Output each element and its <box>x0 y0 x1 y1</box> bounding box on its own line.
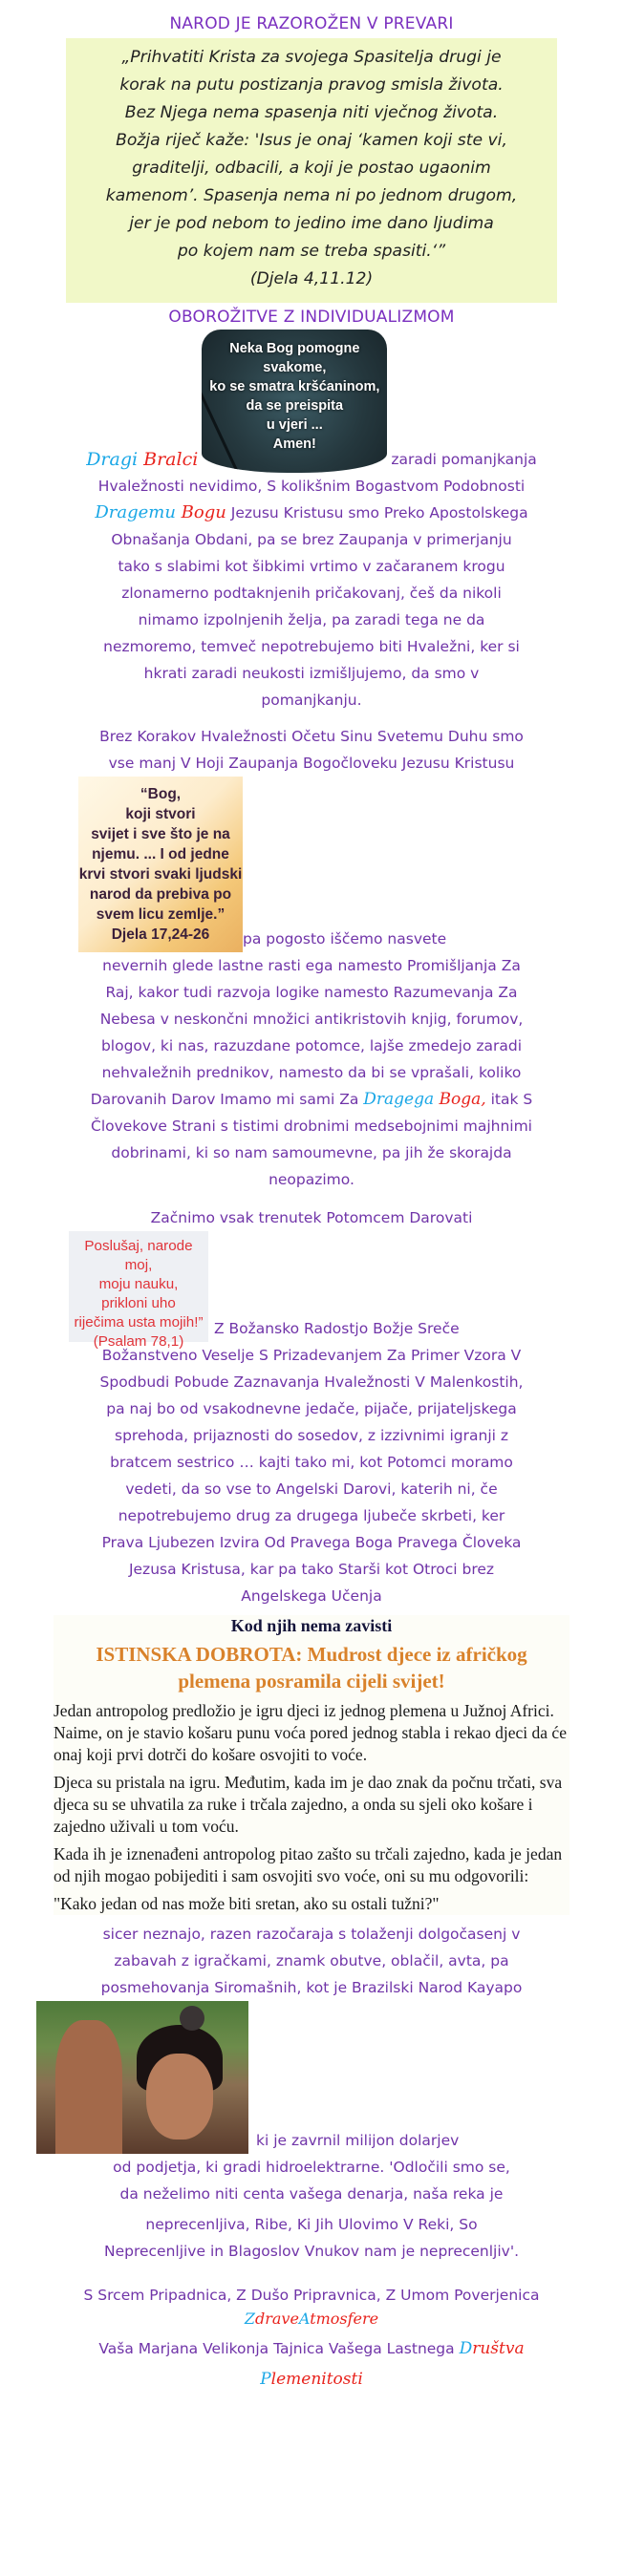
article-headline: ISTINSKA DOBROTA: Mudrost djece iz afričkog plemena posramila cijeli svijet! <box>96 1643 527 1692</box>
quote-citation: (Djela 4,11.12) <box>249 269 374 288</box>
paragraph-sicer-neznajo: sicer neznajo, razen razočaraja s tolaženji dolgočasenj v zabavah z igračkami, znamk obutve, oblačil, avta, pa posmehovanja Siromašnih, kot je Brazilski Narod Kayapo ki je zavrnil milijon dolarjev od podjetja, ki gradi hidroelektrarne. 'Odločili smo se, da neželimo niti centa vašega denarja, naša reka je neprecenljiva, Ribe, Ki Jih Ulovimo V Reki, So Neprecenljive in Blagoslov Vnukov nam je neprecenljiv'. <box>44 1921 579 2265</box>
greeting-script: Dragi Bralci <box>86 449 199 470</box>
page-title: NAROD JE RAZOROŽEN V PREVARI <box>169 14 454 33</box>
section-subtitle: OBOROŽITVE Z INDIVIDUALIZMOM <box>168 308 455 327</box>
person-shape <box>55 2020 122 2154</box>
paragraph-dragi-bralci: Dragi Bralci Neka Bog pomogne svakome, ko se smatra kršćaninom, da se preispita u vjeri ... Amen! zaradi pomanjkanja Hvaležnosti nevidimo, S kolikšnim Bogastvom Podobnosti Dragemu Bogu Jezusu Kristusu smo Preko Apostolskega Obnašanja Obdani, pa se brez Zaupanja v primerjanju tako s slabimi kot šibkimi vrtimo v začaranem krogu zlonamerno podtaknjenih pričakovanj, češ da nikoli nimamo izpolnjenih želja, pa zaradi tega ne da nezmoremo, temveč nepotrebujemo biti Hvaležni, ker si hkrati zaradi neukosti izmišljujemo, da smo v pomanjkanju. <box>44 330 579 713</box>
signature <box>0 2282 623 2393</box>
signature-line: S Srcem Pripadnica, Z Dušo Pripravnica, Z Umom Poverjenica <box>83 2287 540 2304</box>
bog-image-row: “Bog, koji stvori svijet i sve što je na njemu. ... I od jedne krvi stvori svaki ljudski narod da prebiva po svem licu zemlje.” Djela 17,24-26 pa pogosto iščemo nasvete <box>78 777 579 952</box>
quote-line: jer je pod nebom to jedino ime dano ljudima <box>129 214 494 233</box>
quote-line: Bez Njega nema spasenja niti vječnog života. <box>124 103 499 122</box>
quote-line: „Prihvatiti Krista za svojega Spasitelja drugi je <box>121 48 502 67</box>
article-paragraph: Jedan antropolog predložio je igru djeci iz jednog plemena u Južnoj Africi. Naime, on je stavio košaru punu voća pored jednog stabla i rekao djeci da će onaj koji prvi dotrči do košare osvojiti to voće. <box>54 1701 567 1764</box>
paragraph-zacnimo: Začnimo vsak trenutek Potomcem Darovati Poslušaj, narode moj, moju nauku, prikloni uho riječima usta mojih!” (Psalam 78,1) Z Božansko Radostjo Božje Sreče Božanstveno Veselje S Prizadevanjem Za Primer Vzora V Spodbudi Pobude Zaznavanja Hvaležnosti V Malenkostih, pa naj bo od vsakodnevne jedače, pijače, prijateljskega sprehoda, prijaznosti do sosedov, z izzivnimi igranji z bratcem sestrico … kajti tako mi, kot Potomci moramo vedeti, da so vse to Angelski Darovi, katerih ni, če nepotrebujemo drug za drugega ljubeče skrbeti, ker Prava Ljubezen Izvira Od Pravega Boga Pravega Človeka Jezusa Kristusa, kar pa tako Starši kot Otroci brez Angelskega Učenja <box>44 1204 579 1609</box>
image-neka-bog-pomogne: Neka Bog pomogne svakome, ko se smatra kršćaninom, da se preispita u vjeri ... Amen! <box>202 330 387 473</box>
image-kayapo-people <box>36 2001 248 2154</box>
quote-line: graditelji, odbacili, a koji je postao ugaonim <box>132 159 491 178</box>
quote-line: po kojem nam se treba spasiti.‘” <box>177 242 446 261</box>
article-istinska-dobrota <box>54 1615 569 1915</box>
kayapo-image-row: ki je zavrnil milijon dolarjev <box>36 2001 579 2154</box>
monkey-shape <box>180 2006 204 2031</box>
signature-author: Vaša Marjana Velikonja Tajnica Vašega Lastnega Društva <box>98 2339 525 2358</box>
plemenitosti-brand: Plemenitosti <box>260 2370 363 2389</box>
article-quote: "Kako jedan od nas može biti sretan, ako su ostali tužni?" <box>54 1894 440 1913</box>
face-shape <box>146 2054 213 2140</box>
article-paragraph: Djeca su pristala na igru. Međutim, kada im je dao znak da počnu trčati, sva djeca su se uhvatila za ruke i trčala zajedno, a onda su sjeli oko košare i zajedno uživali u tom voću. <box>54 1773 563 1836</box>
article-kicker: Kod njih nema zavisti <box>230 1616 393 1635</box>
article-paragraph: Kada ih je iznenađeni antropolog pitao zašto su trčali zajedno, kada je jedan od njih mogao pobijediti i sam osvojiti svo voće, oni su mu odgovorili: <box>54 1844 563 1885</box>
quote-line: korak na putu postizanja pravog smisla života. <box>119 75 504 95</box>
image-bog-koji-stvori: “Bog, koji stvori svijet i sve što je na njemu. ... I od jedne krvi stvori svaki ljudski narod da prebiva po svem licu zemlje.” Djela 17,24-26 <box>78 777 243 952</box>
quote-box-djela-4 <box>66 38 557 303</box>
quote-line: Božja riječ kaže: 'Isus je onaj ‘kamen koji ste vi, <box>116 131 507 150</box>
psalm-image-row: Poslušaj, narode moj, moju nauku, prikloni uho riječima usta mojih!” (Psalam 78,1) Z Božansko Radostjo Božje Sreče <box>69 1231 579 1342</box>
zdrave-atmosfere-brand: ZdraveAtmosfere <box>244 2310 379 2328</box>
image-psalam-78: Poslušaj, narode moj, moju nauku, prikloni uho riječima usta mojih!” (Psalam 78,1) <box>69 1231 208 1342</box>
greeting-row: Dragi Bralci Neka Bog pomogne svakome, ko se smatra kršćaninom, da se preispita u vjeri ... Amen! zaradi pomanjkanja <box>25 330 598 473</box>
quote-line: kamenom’. Spasenja nema ni po jednom drugom, <box>105 186 518 205</box>
paragraph-brez-korakov: Brez Korakov Hvaležnosti Očetu Sinu Svetemu Duhu smo vse manj V Hoji Zaupanja Bogočloveku Jezusu Kristusu “Bog, koji stvori svijet i sve što je na njemu. ... I od jedne krvi stvori svaki ljudski narod da prebiva po svem licu zemlje.” Djela 17,24-26 pa pogosto iščemo nasvete nevernih glede lastne rasti ega namesto Promišljanja Za Raj, kakor tudi razvoja logike namesto Razumevanja Za Nebesa v neskončni množici antikristovih knjig, forumov, blogov, ki nas, razuzdane potomce, lajše zmedejo zaradi nehvaležnih prednikov, namesto da bi se vprašali, koliko Darovanih Darov Imamo mi sami Za Dragega Boga, itak S Človekove Strani s tistimi drobnimi medsebojnimi majhnimi dobrinami, ki so nam samoumevne, pa jih že skorajda neopazimo. <box>44 723 579 1193</box>
